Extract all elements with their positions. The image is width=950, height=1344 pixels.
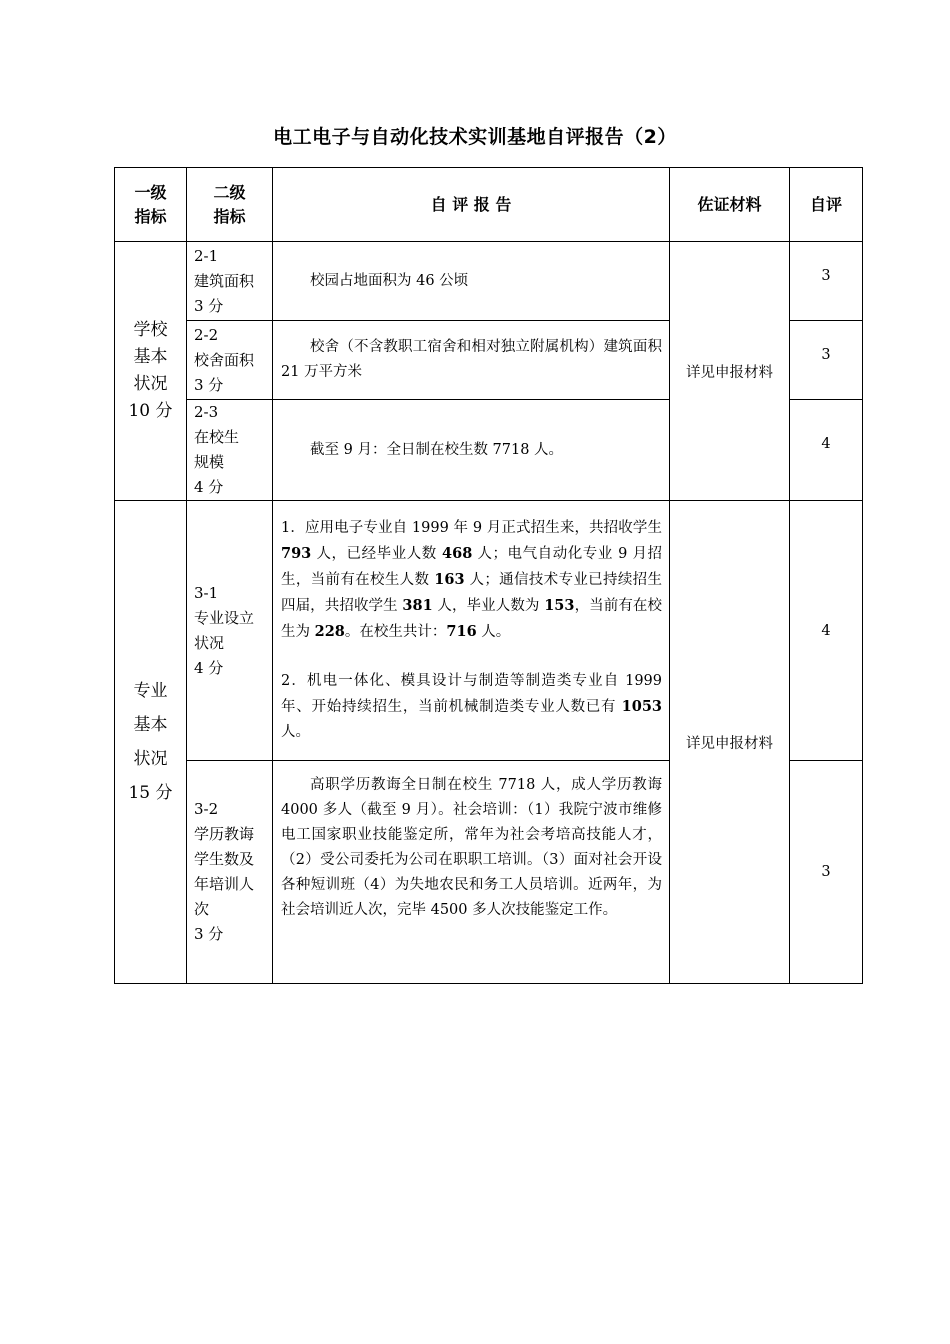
paragraph-gap bbox=[281, 645, 662, 669]
number-segment: 163 bbox=[434, 571, 465, 588]
text-segment: 人，毕业人数为 bbox=[432, 598, 545, 614]
text-segment: 。在校生共计： bbox=[344, 624, 447, 640]
table-row bbox=[115, 242, 863, 321]
report-text: 高职学历教诲全日制在校生 7718 人，成人学历教诲 4000 多人（截至 9 月）。社会培训：（1）我院宁波市维修电工国家职业技能鉴定所，常年为社会考培高技能人才，（2）受公司委托为公司在职职工培训。（3）面对社会开设各种短训班（4）为失地农民和务工人员培训。近两年，为社会培训近人次，完毕 4500 多人次技能鉴定工作。 bbox=[281, 777, 662, 918]
indicator-3-1 bbox=[187, 501, 273, 761]
indicator-code: 2-1 bbox=[194, 246, 219, 265]
table-row bbox=[115, 501, 863, 761]
indicator-points: 4 分 bbox=[194, 658, 224, 677]
header-row bbox=[115, 168, 863, 242]
score-3-1: 4 bbox=[790, 501, 863, 761]
indicator-code: 3-2 bbox=[194, 800, 219, 818]
text-segment: 人，已经毕业人数 bbox=[311, 546, 443, 562]
report-3-1 bbox=[273, 501, 670, 761]
indicator-name: 状况 bbox=[194, 633, 225, 652]
indicator-points: 3 分 bbox=[194, 925, 224, 943]
number-segment: 1053 bbox=[621, 698, 662, 715]
report-text: 校园占地面积为 46 公顷 bbox=[310, 272, 469, 289]
indicator-2-3 bbox=[187, 400, 273, 501]
indicator-name: 规模 bbox=[194, 453, 225, 471]
indicator-name: 次 bbox=[194, 900, 210, 918]
indicator-name: 学历教诲 bbox=[194, 825, 255, 843]
report-2-2 bbox=[273, 321, 670, 400]
header-level2 bbox=[187, 168, 273, 242]
indicator-name: 建筑面积 bbox=[194, 271, 255, 290]
label-line: 基本 bbox=[133, 347, 168, 367]
indicator-3-2 bbox=[187, 761, 273, 984]
indicator-code: 2-3 bbox=[194, 403, 219, 421]
score-2-2: 3 bbox=[790, 321, 863, 400]
indicator-name: 学生数及 bbox=[194, 850, 255, 868]
number-segment: 228 bbox=[314, 623, 345, 640]
number-segment: 153 bbox=[544, 597, 575, 614]
text-segment: 1．应用电子专业自 1999 年 9 月正式招生来，共招收学生 bbox=[281, 520, 662, 536]
header-level1-line1: 一级 bbox=[134, 182, 167, 202]
score-2-3: 4 bbox=[790, 400, 863, 501]
report-2-1 bbox=[273, 242, 670, 321]
indicator-points: 3 分 bbox=[194, 375, 224, 394]
header-level2-line2: 指标 bbox=[213, 206, 246, 226]
number-segment: 381 bbox=[402, 597, 433, 614]
report-paragraph-1 bbox=[281, 516, 662, 645]
label-line: 状况 bbox=[133, 374, 168, 394]
report-2-3 bbox=[273, 400, 670, 501]
report-text: 截至 9 月：全日制在校生数 7718 人。 bbox=[310, 441, 564, 458]
indicator-code: 2-2 bbox=[194, 325, 219, 344]
indicator-name: 年培训人 bbox=[194, 875, 255, 893]
indicator-name: 专业设立 bbox=[194, 608, 255, 627]
evidence-cell: 详见申报材料 bbox=[670, 501, 790, 984]
report-paragraph-2 bbox=[281, 669, 662, 745]
score-2-1: 3 bbox=[790, 242, 863, 321]
label-line: 学校 bbox=[133, 320, 168, 340]
label-line: 基本 bbox=[133, 715, 168, 735]
label-line: 专业 bbox=[133, 681, 168, 701]
text-segment: 人；通信技术专业已持续招生四届，共招收学生 bbox=[281, 572, 663, 614]
evidence-cell: 详见申报材料 bbox=[670, 242, 790, 501]
number-segment: 793 bbox=[281, 545, 312, 562]
evaluation-table bbox=[114, 167, 863, 984]
header-level1 bbox=[115, 168, 187, 242]
section1-label bbox=[115, 242, 187, 501]
report-text: 校舍（不含教职工宿舍和相对独立附属机构）建筑面积 21 万平方米 bbox=[281, 339, 662, 380]
indicator-name: 校舍面积 bbox=[194, 350, 255, 369]
text-segment: 人。 bbox=[476, 624, 511, 640]
text-segment: 人；电气自动化专业 9 月招生，当前有在校生人数 bbox=[281, 546, 663, 588]
text-segment: 2．机电一体化、模具设计与制造等制造类专业自 1999 年、开始持续招生，当前机械制造类专业人数已有 bbox=[281, 673, 662, 715]
indicator-2-1 bbox=[187, 242, 273, 321]
indicator-points: 3 分 bbox=[194, 296, 224, 315]
label-line: 10 分 bbox=[128, 401, 173, 421]
label-line: 状况 bbox=[133, 749, 168, 769]
indicator-points: 4 分 bbox=[194, 478, 224, 496]
number-segment: 716 bbox=[446, 623, 477, 640]
text-segment: ，当前有在校生为 bbox=[281, 598, 663, 640]
header-report: 自 评 报 告 bbox=[273, 168, 670, 242]
header-level1-line2: 指标 bbox=[134, 206, 167, 226]
number-segment: 468 bbox=[442, 545, 473, 562]
section2-label bbox=[115, 501, 187, 984]
indicator-name: 在校生 bbox=[194, 428, 240, 446]
report-3-2 bbox=[273, 761, 670, 984]
header-score: 自评 bbox=[790, 168, 863, 242]
header-level2-line1: 二级 bbox=[213, 182, 246, 202]
indicator-code: 3-1 bbox=[194, 583, 219, 602]
header-evidence: 佐证材料 bbox=[670, 168, 790, 242]
page-title: 电工电子与自动化技术实训基地自评报告（2） bbox=[273, 126, 677, 148]
text-segment: 人。 bbox=[281, 724, 310, 740]
label-line: 15 分 bbox=[128, 783, 173, 803]
indicator-2-2 bbox=[187, 321, 273, 400]
score-3-2: 3 bbox=[790, 761, 863, 984]
